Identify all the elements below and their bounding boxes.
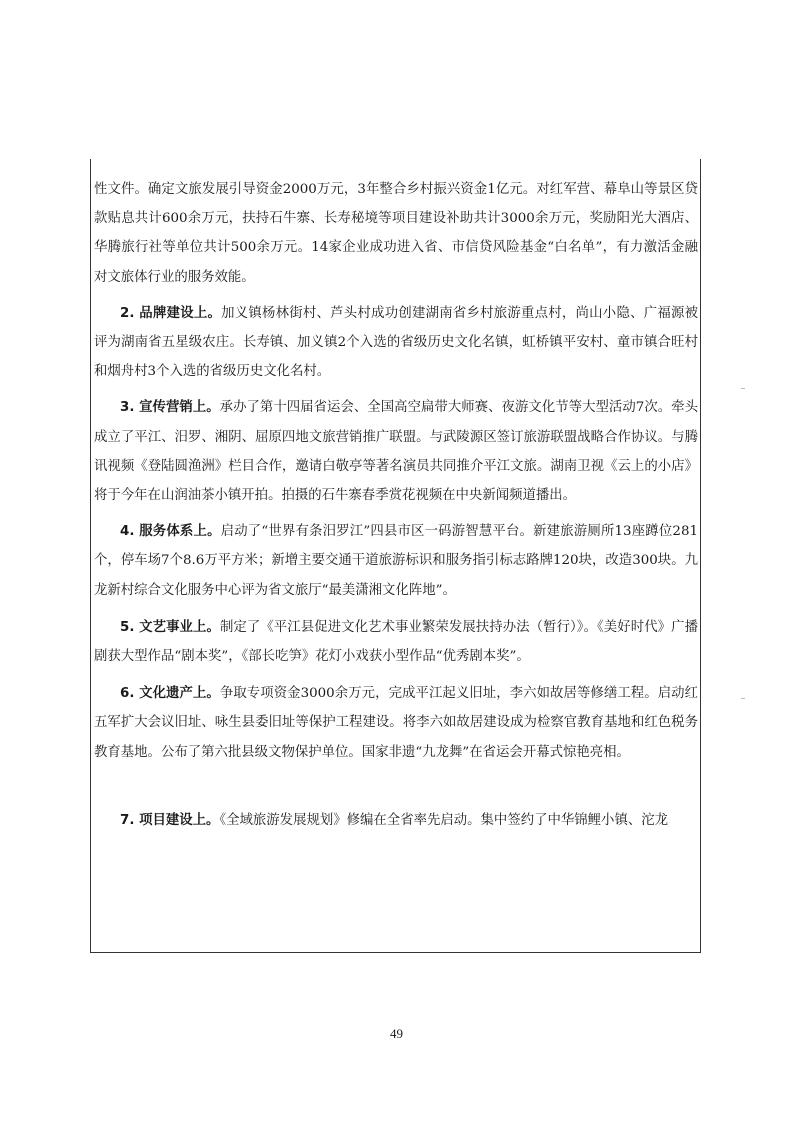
paragraph-heritage	[94, 679, 698, 767]
paragraph-text: 性文件。确定文旅发展引导资金2000万元，3年整合乡村振兴资金1亿元。对红军营、幕阜山等景区贷款贴息共计600余万元，扶持石牛寨、长寿秘境等项目建设补助共计3000余万元，奖励阳光大酒店、华腾旅行社等单位共计500余万元。14家企业成功进入省、市信贷风险基金“白名单”，有力激活金融对文旅体行业的服务效能。	[94, 182, 698, 285]
paragraph-marketing	[94, 393, 698, 510]
paragraph-text: 启动了“世界有条汨罗江”四县市区一码游智慧平台。新建旅游厕所13座蹲位281个，停车场7个8.6万平方米；新增主要交通干道旅游标识和服务指引标志路牌120块，改造300块。九龙新村综合文化服务中心评为省文旅厅“最美潇湘文化阵地”。	[94, 524, 698, 598]
paragraph-text: 承办了第十四届省运会、全国高空扁带大师赛、夜游文化节等大型活动7次。牵头成立了平江、汨罗、湘阴、屈原四地文旅营销推广联盟。与武陵源区签订旅游联盟战略合作协议。与腾讯视频《登陆圆渔洲》栏目合作，邀请白敬亭等著名演员共同推介平江文旅。湖南卫视《云上的小店》将于今年在山润油茶小镇开拍。拍摄的石牛寨春季赏花视频在中央新闻频道播出。	[94, 400, 698, 504]
section-heading: 4. 服务体系上。	[120, 524, 221, 540]
paragraph-brand-building	[94, 299, 698, 387]
paragraph-arts	[94, 613, 698, 671]
document-body	[94, 175, 698, 835]
paragraph-funding	[94, 175, 698, 292]
paragraph-text: 制定了《平江县促进文化艺术事业繁荣发展扶持办法（暂行）》。《美好时代》广播剧获大型作品“剧本奖”，《部长吃笋》花灯小戏获小型作品“优秀剧本奖”。	[94, 619, 698, 665]
section-heading: 7. 项目建设上。	[120, 812, 220, 828]
paragraph-text: 《全域旅游发展规划》修编在全省率先启动。集中签约了中华锦鲤小镇、沱龙	[219, 812, 669, 828]
paragraph-projects	[94, 806, 698, 835]
section-heading: 3. 宣传营销上。	[120, 400, 220, 416]
paragraph-text: 加义镇杨林街村、芦头村成功创建湖南省乡村旅游重点村，尚山小隐、广福源被评为湖南省五星级农庄。长寿镇、加义镇2个入选的省级历史文化名镇，虹桥镇平安村、童市镇合旺村和烟舟村3个入选的省级历史文化名村。	[94, 305, 698, 380]
section-heading: 5. 文艺事业上。	[120, 619, 220, 635]
scan-edge-mark	[741, 698, 745, 699]
section-heading: 2. 品牌建设上。	[120, 305, 222, 321]
paragraph-service-system	[94, 517, 698, 605]
section-heading: 6. 文化遗产上。	[120, 686, 220, 702]
paragraph-text: 争取专项资金3000余万元，完成平江起义旧址，李六如故居等修缮工程。启动红五军扩大会议旧址、咏生县委旧址等保护工程建设。将李六如故居建设成为检察官教育基地和红色税务教育基地。公布了第六批县级文物保护单位。国家非遗“九龙舞”在省运会开幕式惊艳亮相。	[94, 686, 698, 760]
scan-edge-mark	[741, 388, 745, 389]
page-number: 49	[390, 1026, 403, 1041]
